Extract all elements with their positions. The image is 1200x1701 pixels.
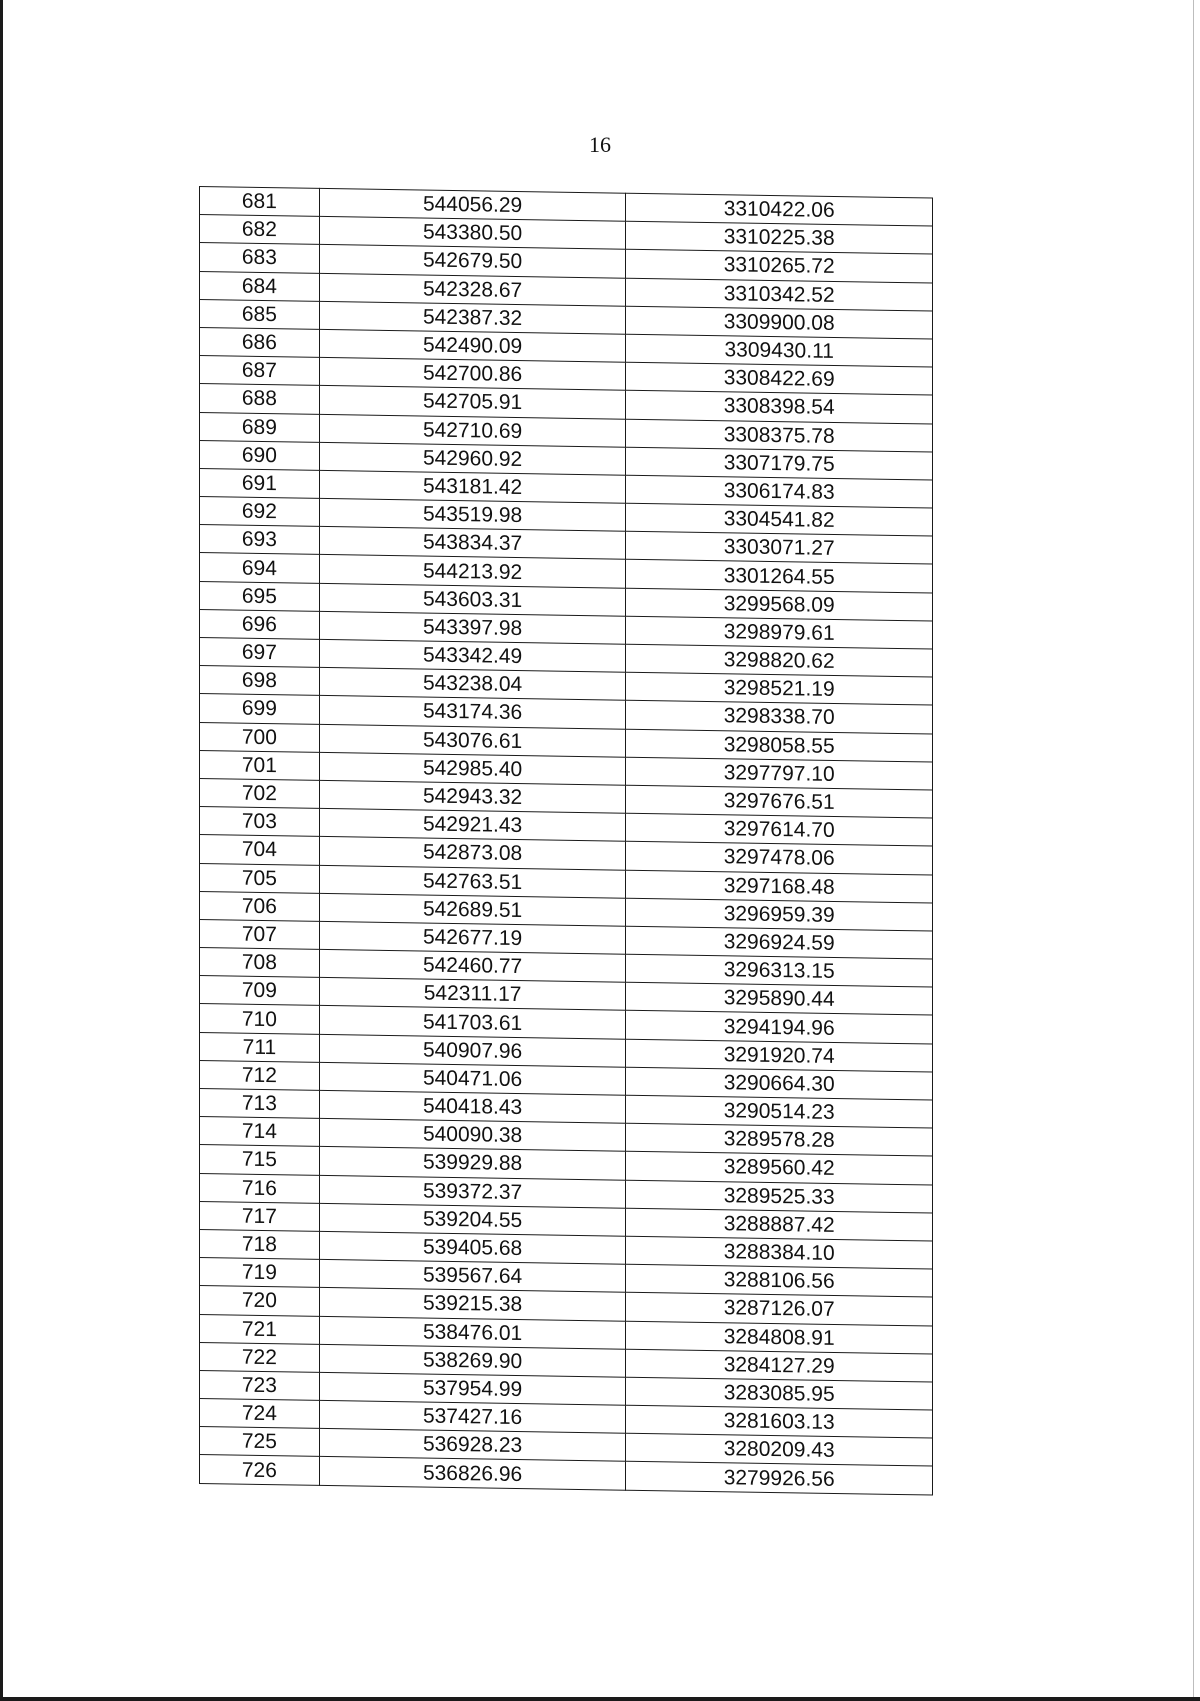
point-number-cell: 718 (200, 1229, 320, 1259)
point-number-cell: 706 (200, 891, 320, 921)
easting-cell: 543380.50 (319, 217, 626, 250)
easting-cell: 543238.04 (319, 668, 626, 701)
easting-cell: 539204.55 (319, 1203, 626, 1236)
point-number-cell: 714 (200, 1117, 320, 1147)
easting-cell: 542960.92 (319, 442, 626, 475)
northing-cell: 3309900.08 (626, 306, 933, 339)
easting-cell: 540907.96 (319, 1034, 626, 1067)
northing-cell: 3290514.23 (626, 1095, 933, 1128)
point-number-cell: 720 (200, 1286, 320, 1316)
easting-cell: 539405.68 (319, 1231, 626, 1264)
scan-border-right (1193, 0, 1194, 1701)
easting-cell: 538476.01 (319, 1316, 626, 1349)
northing-cell: 3309430.11 (626, 334, 933, 367)
easting-cell: 536826.96 (319, 1457, 626, 1490)
northing-cell: 3296959.39 (626, 898, 933, 931)
northing-cell: 3297676.51 (626, 785, 933, 818)
northing-cell: 3308375.78 (626, 419, 933, 452)
point-number-cell: 698 (200, 666, 320, 696)
easting-cell: 542985.40 (319, 752, 626, 785)
point-number-cell: 691 (200, 468, 320, 498)
easting-cell: 539372.37 (319, 1175, 626, 1208)
northing-cell: 3297797.10 (626, 757, 933, 790)
northing-cell: 3295890.44 (626, 982, 933, 1015)
scan-border-left (0, 0, 3, 1701)
point-number-cell: 725 (200, 1427, 320, 1457)
easting-cell: 539929.88 (319, 1147, 626, 1180)
northing-cell: 3310265.72 (626, 250, 933, 283)
point-number-cell: 687 (200, 356, 320, 386)
northing-cell: 3284127.29 (626, 1349, 933, 1382)
point-number-cell: 707 (200, 919, 320, 949)
northing-cell: 3299568.09 (626, 588, 933, 621)
northing-cell: 3290664.30 (626, 1067, 933, 1100)
point-number-cell: 717 (200, 1201, 320, 1231)
northing-cell: 3301264.55 (626, 560, 933, 593)
point-number-cell: 683 (200, 243, 320, 273)
scan-border-bottom (0, 1697, 1200, 1701)
point-number-cell: 710 (200, 1004, 320, 1034)
northing-cell: 3297478.06 (626, 842, 933, 875)
northing-cell: 3291920.74 (626, 1039, 933, 1072)
point-number-cell: 693 (200, 525, 320, 555)
northing-cell: 3289560.42 (626, 1152, 933, 1185)
northing-cell: 3298820.62 (626, 644, 933, 677)
easting-cell: 542387.32 (319, 301, 626, 334)
easting-cell: 542311.17 (319, 978, 626, 1011)
point-number-cell: 681 (200, 187, 320, 217)
easting-cell: 543834.37 (319, 527, 626, 560)
point-number-cell: 704 (200, 835, 320, 865)
easting-cell: 542677.19 (319, 921, 626, 954)
point-number-cell: 686 (200, 327, 320, 357)
point-number-cell: 695 (200, 581, 320, 611)
northing-cell: 3298979.61 (626, 616, 933, 649)
northing-cell: 3297168.48 (626, 870, 933, 903)
northing-cell: 3298338.70 (626, 701, 933, 734)
easting-cell: 543603.31 (319, 583, 626, 616)
point-number-cell: 705 (200, 863, 320, 893)
point-number-cell: 721 (200, 1314, 320, 1344)
point-number-cell: 702 (200, 778, 320, 808)
northing-cell: 3306174.83 (626, 475, 933, 508)
point-number-cell: 703 (200, 807, 320, 837)
easting-cell: 544213.92 (319, 555, 626, 588)
northing-cell: 3294194.96 (626, 1011, 933, 1044)
easting-cell: 537427.16 (319, 1400, 626, 1433)
easting-cell: 543181.42 (319, 470, 626, 503)
northing-cell: 3304541.82 (626, 503, 933, 536)
northing-cell: 3297614.70 (626, 813, 933, 846)
northing-cell: 3310342.52 (626, 278, 933, 311)
easting-cell: 542679.50 (319, 245, 626, 278)
point-number-cell: 700 (200, 722, 320, 752)
northing-cell: 3279926.56 (626, 1462, 933, 1495)
easting-cell: 542700.86 (319, 358, 626, 391)
easting-cell: 542328.67 (319, 273, 626, 306)
point-number-cell: 692 (200, 497, 320, 527)
point-number-cell: 690 (200, 440, 320, 470)
northing-cell: 3288887.42 (626, 1208, 933, 1241)
point-number-cell: 694 (200, 553, 320, 583)
easting-cell: 543342.49 (319, 639, 626, 672)
northing-cell: 3298521.19 (626, 672, 933, 705)
easting-cell: 540090.38 (319, 1119, 626, 1152)
easting-cell: 542763.51 (319, 865, 626, 898)
northing-cell: 3308398.54 (626, 391, 933, 424)
easting-cell: 542873.08 (319, 837, 626, 870)
point-number-cell: 696 (200, 609, 320, 639)
northing-cell: 3283085.95 (626, 1377, 933, 1410)
easting-cell: 543076.61 (319, 724, 626, 757)
coordinate-table-body (200, 187, 933, 1495)
northing-cell: 3296924.59 (626, 926, 933, 959)
easting-cell: 542490.09 (319, 329, 626, 362)
northing-cell: 3288106.56 (626, 1264, 933, 1297)
easting-cell: 540418.43 (319, 1090, 626, 1123)
northing-cell: 3287126.07 (626, 1293, 933, 1326)
northing-cell: 3307179.75 (626, 447, 933, 480)
point-number-cell: 712 (200, 1060, 320, 1090)
easting-cell: 542705.91 (319, 386, 626, 419)
point-number-cell: 722 (200, 1342, 320, 1372)
northing-cell: 3280209.43 (626, 1433, 933, 1466)
point-number-cell: 688 (200, 384, 320, 414)
point-number-cell: 723 (200, 1370, 320, 1400)
point-number-cell: 699 (200, 694, 320, 724)
easting-cell: 542943.32 (319, 780, 626, 813)
point-number-cell: 709 (200, 976, 320, 1006)
easting-cell: 542689.51 (319, 893, 626, 926)
point-number-cell: 701 (200, 750, 320, 780)
easting-cell: 543174.36 (319, 696, 626, 729)
point-number-cell: 719 (200, 1258, 320, 1288)
easting-cell: 538269.90 (319, 1344, 626, 1377)
point-number-cell: 713 (200, 1089, 320, 1119)
point-number-cell: 724 (200, 1399, 320, 1429)
easting-cell: 542710.69 (319, 414, 626, 447)
northing-cell: 3310422.06 (626, 193, 933, 226)
coordinate-table (199, 186, 933, 1495)
point-number-cell: 697 (200, 638, 320, 668)
point-number-cell: 682 (200, 215, 320, 245)
easting-cell: 537954.99 (319, 1372, 626, 1405)
northing-cell: 3308422.69 (626, 362, 933, 395)
easting-cell: 539215.38 (319, 1288, 626, 1321)
point-number-cell: 726 (200, 1455, 320, 1485)
northing-cell: 3288384.10 (626, 1236, 933, 1269)
point-number-cell: 685 (200, 299, 320, 329)
easting-cell: 539567.64 (319, 1260, 626, 1293)
easting-cell: 544056.29 (319, 188, 626, 221)
easting-cell: 541703.61 (319, 1006, 626, 1039)
easting-cell: 536928.23 (319, 1429, 626, 1462)
northing-cell: 3298058.55 (626, 729, 933, 762)
point-number-cell: 708 (200, 948, 320, 978)
point-number-cell: 689 (200, 412, 320, 442)
easting-cell: 543519.98 (319, 498, 626, 531)
page-number: 16 (589, 132, 611, 157)
point-number-cell: 711 (200, 1032, 320, 1062)
northing-cell: 3281603.13 (626, 1405, 933, 1438)
easting-cell: 543397.98 (319, 611, 626, 644)
easting-cell: 542921.43 (319, 809, 626, 842)
point-number-cell: 684 (200, 271, 320, 301)
northing-cell: 3303071.27 (626, 531, 933, 564)
easting-cell: 542460.77 (319, 949, 626, 982)
northing-cell: 3289578.28 (626, 1123, 933, 1156)
northing-cell: 3284808.91 (626, 1321, 933, 1354)
point-number-cell: 716 (200, 1173, 320, 1203)
northing-cell: 3289525.33 (626, 1180, 933, 1213)
northing-cell: 3310225.38 (626, 221, 933, 254)
point-number-cell: 715 (200, 1145, 320, 1175)
northing-cell: 3296313.15 (626, 954, 933, 987)
easting-cell: 540471.06 (319, 1062, 626, 1095)
